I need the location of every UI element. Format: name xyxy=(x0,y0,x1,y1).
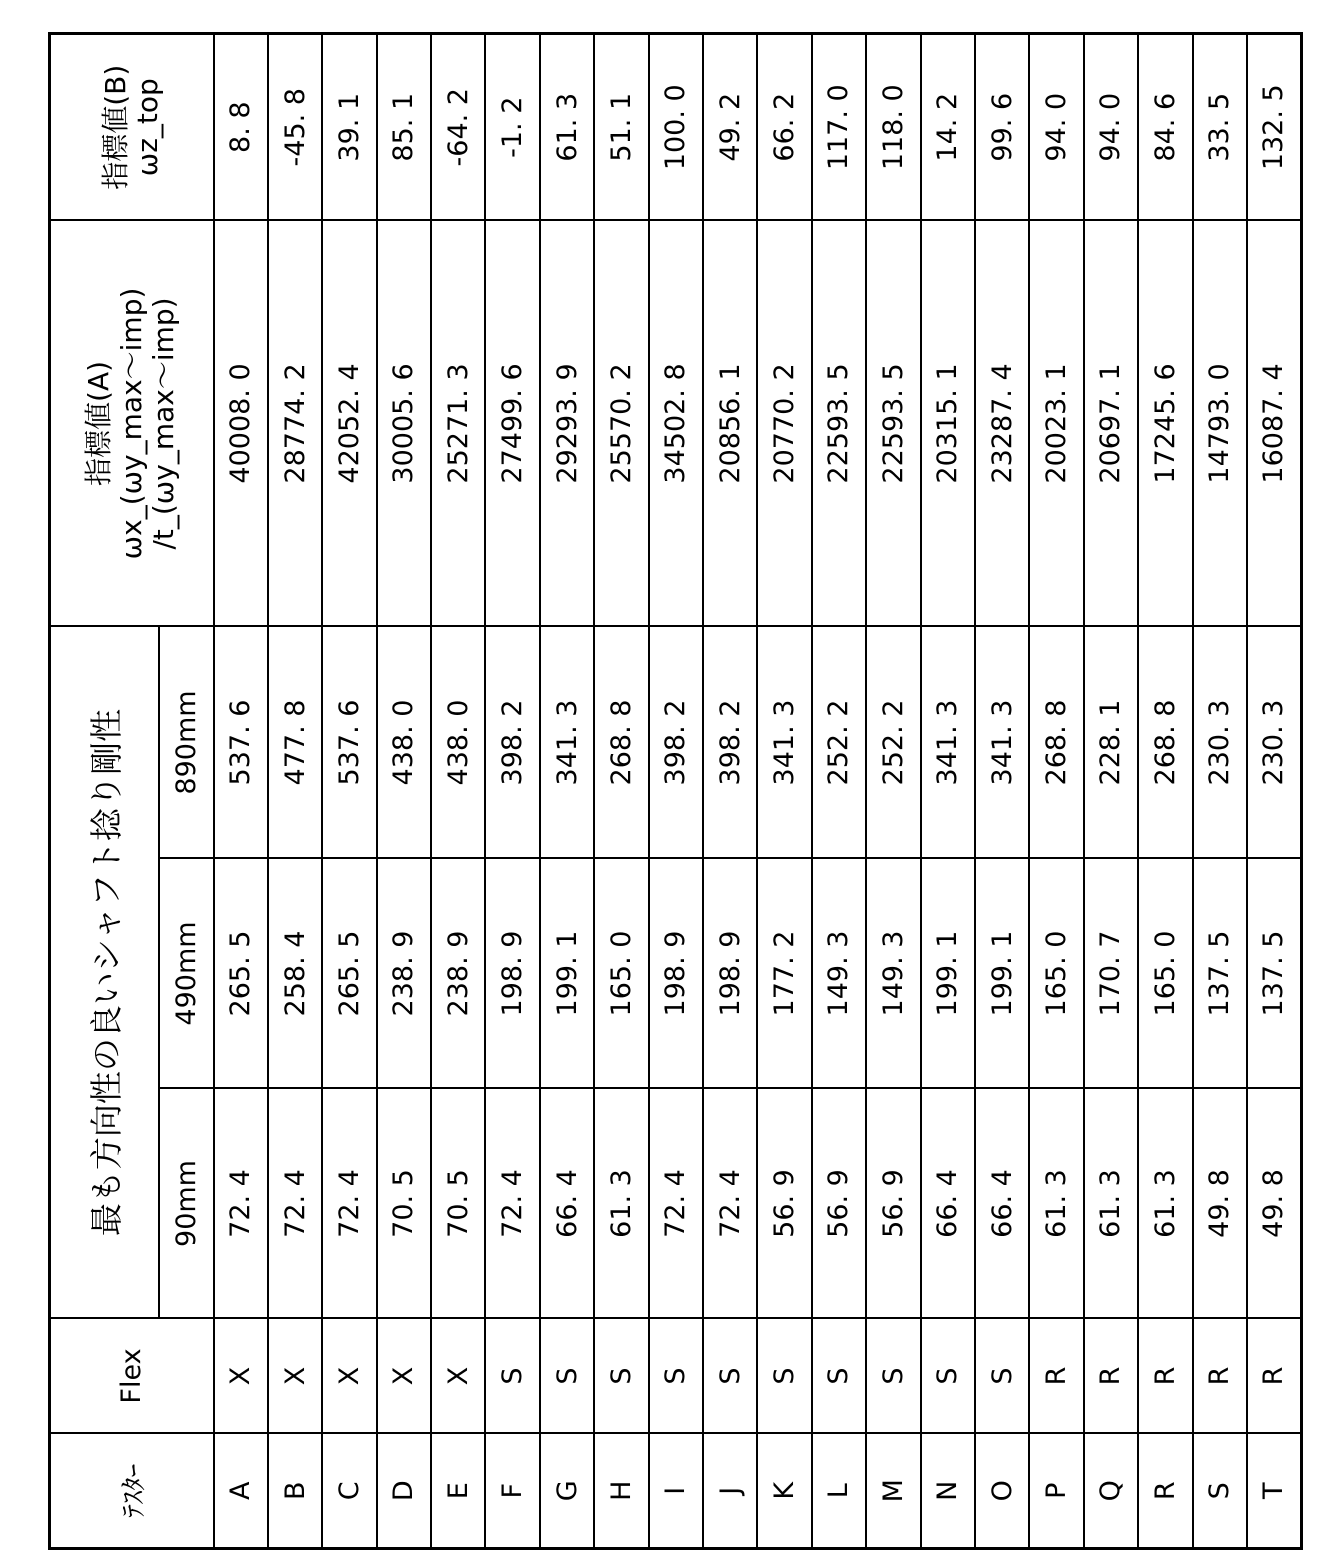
table-row xyxy=(268,33,322,1548)
cell-stiffness-890mm: 398. 2 xyxy=(649,626,703,858)
cell-index-a: 28774. 2 xyxy=(268,220,322,626)
cell-stiffness-490mm: 137. 5 xyxy=(1193,859,1247,1089)
cell-stiffness-490mm: 238. 9 xyxy=(377,859,431,1089)
table-row xyxy=(322,33,376,1548)
table-row xyxy=(1029,33,1083,1548)
cell-flex: R xyxy=(1193,1319,1247,1434)
cell-tester: I xyxy=(649,1434,703,1549)
table-row xyxy=(1193,33,1247,1548)
cell-index-b: 33. 5 xyxy=(1193,33,1247,220)
header-890mm: 890mm xyxy=(159,626,214,858)
cell-index-b: 132. 5 xyxy=(1247,33,1301,220)
table-row xyxy=(1247,33,1301,1548)
cell-stiffness-90mm: 56. 9 xyxy=(812,1089,866,1319)
cell-stiffness-90mm: 49. 8 xyxy=(1247,1089,1301,1319)
header-flex: Flex xyxy=(50,1319,214,1434)
cell-index-b: 117. 0 xyxy=(812,33,866,220)
cell-flex: R xyxy=(1084,1319,1138,1434)
header-index-b xyxy=(50,33,214,220)
cell-stiffness-890mm: 228. 1 xyxy=(1084,626,1138,858)
cell-index-a: 14793. 0 xyxy=(1193,220,1247,626)
cell-index-a: 20023. 1 xyxy=(1029,220,1083,626)
cell-tester: G xyxy=(540,1434,594,1549)
cell-index-b: 66. 2 xyxy=(757,33,811,220)
cell-stiffness-490mm: 137. 5 xyxy=(1247,859,1301,1089)
header-90mm: 90mm xyxy=(159,1089,214,1319)
cell-flex: X xyxy=(214,1319,268,1434)
cell-tester: M xyxy=(866,1434,920,1549)
cell-stiffness-490mm: 265. 5 xyxy=(214,859,268,1089)
cell-stiffness-890mm: 268. 8 xyxy=(1138,626,1192,858)
cell-stiffness-490mm: 265. 5 xyxy=(322,859,376,1089)
cell-stiffness-90mm: 61. 3 xyxy=(1029,1089,1083,1319)
cell-index-a: 29293. 9 xyxy=(540,220,594,626)
cell-stiffness-490mm: 238. 9 xyxy=(431,859,485,1089)
cell-stiffness-490mm: 199. 1 xyxy=(975,859,1029,1089)
cell-stiffness-90mm: 72. 4 xyxy=(214,1089,268,1319)
cell-stiffness-90mm: 56. 9 xyxy=(866,1089,920,1319)
cell-index-b: 100. 0 xyxy=(649,33,703,220)
cell-tester: Q xyxy=(1084,1434,1138,1549)
cell-index-a: 20856. 1 xyxy=(703,220,757,626)
cell-stiffness-890mm: 398. 2 xyxy=(485,626,539,858)
cell-flex: S xyxy=(540,1319,594,1434)
cell-index-a: 27499. 6 xyxy=(485,220,539,626)
cell-stiffness-90mm: 70. 5 xyxy=(431,1089,485,1319)
cell-stiffness-490mm: 165. 0 xyxy=(1029,859,1083,1089)
cell-tester: R xyxy=(1138,1434,1192,1549)
table-row xyxy=(703,33,757,1548)
header-index-a xyxy=(50,220,214,626)
cell-stiffness-90mm: 72. 4 xyxy=(485,1089,539,1319)
cell-index-a: 20315. 1 xyxy=(921,220,975,626)
cell-flex: R xyxy=(1138,1319,1192,1434)
cell-index-b: 14. 2 xyxy=(921,33,975,220)
cell-stiffness-890mm: 341. 3 xyxy=(975,626,1029,858)
cell-tester: T xyxy=(1247,1434,1301,1549)
cell-index-b: 118. 0 xyxy=(866,33,920,220)
cell-index-b: 49. 2 xyxy=(703,33,757,220)
cell-tester: N xyxy=(921,1434,975,1549)
cell-index-a: 17245. 6 xyxy=(1138,220,1192,626)
cell-flex: S xyxy=(975,1319,1029,1434)
table-row xyxy=(921,33,975,1548)
cell-tester: D xyxy=(377,1434,431,1549)
header-index-b-line2: ωz_top xyxy=(132,35,164,220)
cell-index-b: 51. 1 xyxy=(594,33,648,220)
table-row xyxy=(214,33,268,1548)
header-stiffness: 最も方向性の良いシャフト捻り剛性 xyxy=(50,626,159,1318)
cell-stiffness-490mm: 199. 1 xyxy=(540,859,594,1089)
table-row xyxy=(812,33,866,1548)
cell-stiffness-890mm: 537. 6 xyxy=(322,626,376,858)
table-row xyxy=(975,33,1029,1548)
cell-stiffness-90mm: 56. 9 xyxy=(757,1089,811,1319)
cell-stiffness-490mm: 177. 2 xyxy=(757,859,811,1089)
table-row xyxy=(485,33,539,1548)
cell-index-b: -1. 2 xyxy=(485,33,539,220)
cell-tester: L xyxy=(812,1434,866,1549)
cell-index-a: 22593. 5 xyxy=(812,220,866,626)
header-index-a-line3: /t_(ωy_max～imp) xyxy=(148,221,180,625)
cell-tester: H xyxy=(594,1434,648,1549)
table-row xyxy=(431,33,485,1548)
cell-stiffness-890mm: 438. 0 xyxy=(431,626,485,858)
table-row xyxy=(757,33,811,1548)
cell-flex: S xyxy=(485,1319,539,1434)
cell-tester: J xyxy=(703,1434,757,1549)
cell-tester: B xyxy=(268,1434,322,1549)
cell-flex: X xyxy=(377,1319,431,1434)
cell-index-a: 40008. 0 xyxy=(214,220,268,626)
cell-stiffness-90mm: 61. 3 xyxy=(1138,1089,1192,1319)
cell-stiffness-490mm: 165. 0 xyxy=(1138,859,1192,1089)
cell-stiffness-890mm: 398. 2 xyxy=(703,626,757,858)
header-490mm: 490mm xyxy=(159,859,214,1089)
cell-index-b: 94. 0 xyxy=(1084,33,1138,220)
cell-tester: F xyxy=(485,1434,539,1549)
cell-stiffness-890mm: 537. 6 xyxy=(214,626,268,858)
cell-stiffness-90mm: 49. 8 xyxy=(1193,1089,1247,1319)
cell-flex: S xyxy=(812,1319,866,1434)
cell-stiffness-90mm: 61. 3 xyxy=(594,1089,648,1319)
cell-stiffness-890mm: 252. 2 xyxy=(866,626,920,858)
cell-flex: X xyxy=(268,1319,322,1434)
cell-stiffness-890mm: 252. 2 xyxy=(812,626,866,858)
table-row xyxy=(1084,33,1138,1548)
cell-index-a: 42052. 4 xyxy=(322,220,376,626)
cell-stiffness-890mm: 268. 8 xyxy=(594,626,648,858)
cell-index-b: 84. 6 xyxy=(1138,33,1192,220)
cell-tester: O xyxy=(975,1434,1029,1549)
cell-tester: K xyxy=(757,1434,811,1549)
cell-stiffness-490mm: 258. 4 xyxy=(268,859,322,1089)
cell-stiffness-90mm: 66. 4 xyxy=(921,1089,975,1319)
shaft-stiffness-table xyxy=(48,32,1303,1550)
cell-stiffness-490mm: 165. 0 xyxy=(594,859,648,1089)
cell-stiffness-90mm: 66. 4 xyxy=(540,1089,594,1319)
cell-flex: S xyxy=(921,1319,975,1434)
cell-index-b: 94. 0 xyxy=(1029,33,1083,220)
cell-stiffness-890mm: 230. 3 xyxy=(1247,626,1301,858)
cell-stiffness-490mm: 199. 1 xyxy=(921,859,975,1089)
cell-stiffness-890mm: 341. 3 xyxy=(921,626,975,858)
cell-index-a: 20770. 2 xyxy=(757,220,811,626)
table-row xyxy=(377,33,431,1548)
cell-index-b: 8. 8 xyxy=(214,33,268,220)
cell-stiffness-90mm: 61. 3 xyxy=(1084,1089,1138,1319)
header-index-a-line1: 指標値(A) xyxy=(83,221,115,625)
cell-stiffness-490mm: 198. 9 xyxy=(703,859,757,1089)
cell-stiffness-890mm: 438. 0 xyxy=(377,626,431,858)
cell-flex: S xyxy=(703,1319,757,1434)
cell-stiffness-490mm: 198. 9 xyxy=(649,859,703,1089)
table-row xyxy=(594,33,648,1548)
cell-tester: P xyxy=(1029,1434,1083,1549)
cell-stiffness-890mm: 477. 8 xyxy=(268,626,322,858)
header-tester: ﾃｽﾀｰ xyxy=(50,1434,214,1549)
cell-stiffness-90mm: 70. 5 xyxy=(377,1089,431,1319)
cell-stiffness-490mm: 149. 3 xyxy=(812,859,866,1089)
cell-stiffness-90mm: 72. 4 xyxy=(703,1089,757,1319)
cell-index-a: 25271. 3 xyxy=(431,220,485,626)
cell-tester: A xyxy=(214,1434,268,1549)
cell-tester: E xyxy=(431,1434,485,1549)
cell-index-a: 20697. 1 xyxy=(1084,220,1138,626)
cell-index-b: 61. 3 xyxy=(540,33,594,220)
cell-flex: S xyxy=(649,1319,703,1434)
cell-index-a: 34502. 8 xyxy=(649,220,703,626)
cell-flex: R xyxy=(1247,1319,1301,1434)
cell-index-a: 22593. 5 xyxy=(866,220,920,626)
cell-flex: X xyxy=(322,1319,376,1434)
cell-index-b: -64. 2 xyxy=(431,33,485,220)
cell-stiffness-90mm: 72. 4 xyxy=(649,1089,703,1319)
cell-stiffness-890mm: 230. 3 xyxy=(1193,626,1247,858)
cell-flex: R xyxy=(1029,1319,1083,1434)
table-row xyxy=(540,33,594,1548)
table-row xyxy=(649,33,703,1548)
rotated-table-container xyxy=(48,35,1300,1550)
cell-stiffness-890mm: 341. 3 xyxy=(540,626,594,858)
cell-stiffness-90mm: 66. 4 xyxy=(975,1089,1029,1319)
cell-flex: S xyxy=(866,1319,920,1434)
cell-stiffness-490mm: 170. 7 xyxy=(1084,859,1138,1089)
cell-stiffness-490mm: 149. 3 xyxy=(866,859,920,1089)
cell-stiffness-890mm: 341. 3 xyxy=(757,626,811,858)
cell-index-b: 99. 6 xyxy=(975,33,1029,220)
cell-index-b: 85. 1 xyxy=(377,33,431,220)
cell-tester: C xyxy=(322,1434,376,1549)
cell-stiffness-90mm: 72. 4 xyxy=(322,1089,376,1319)
cell-index-a: 30005. 6 xyxy=(377,220,431,626)
cell-flex: S xyxy=(757,1319,811,1434)
cell-flex: S xyxy=(594,1319,648,1434)
cell-stiffness-890mm: 268. 8 xyxy=(1029,626,1083,858)
cell-flex: X xyxy=(431,1319,485,1434)
cell-index-b: -45. 8 xyxy=(268,33,322,220)
cell-index-a: 23287. 4 xyxy=(975,220,1029,626)
header-index-a-line2: ωx_(ωy_max～imp) xyxy=(116,221,148,625)
header-index-b-line1: 指標値(B) xyxy=(100,35,132,220)
table-row xyxy=(866,33,920,1548)
cell-stiffness-90mm: 72. 4 xyxy=(268,1089,322,1319)
cell-index-b: 39. 1 xyxy=(322,33,376,220)
table-row xyxy=(1138,33,1192,1548)
cell-tester: S xyxy=(1193,1434,1247,1549)
cell-index-a: 16087. 4 xyxy=(1247,220,1301,626)
table-body xyxy=(214,33,1302,1548)
cell-index-a: 25570. 2 xyxy=(594,220,648,626)
cell-stiffness-490mm: 198. 9 xyxy=(485,859,539,1089)
